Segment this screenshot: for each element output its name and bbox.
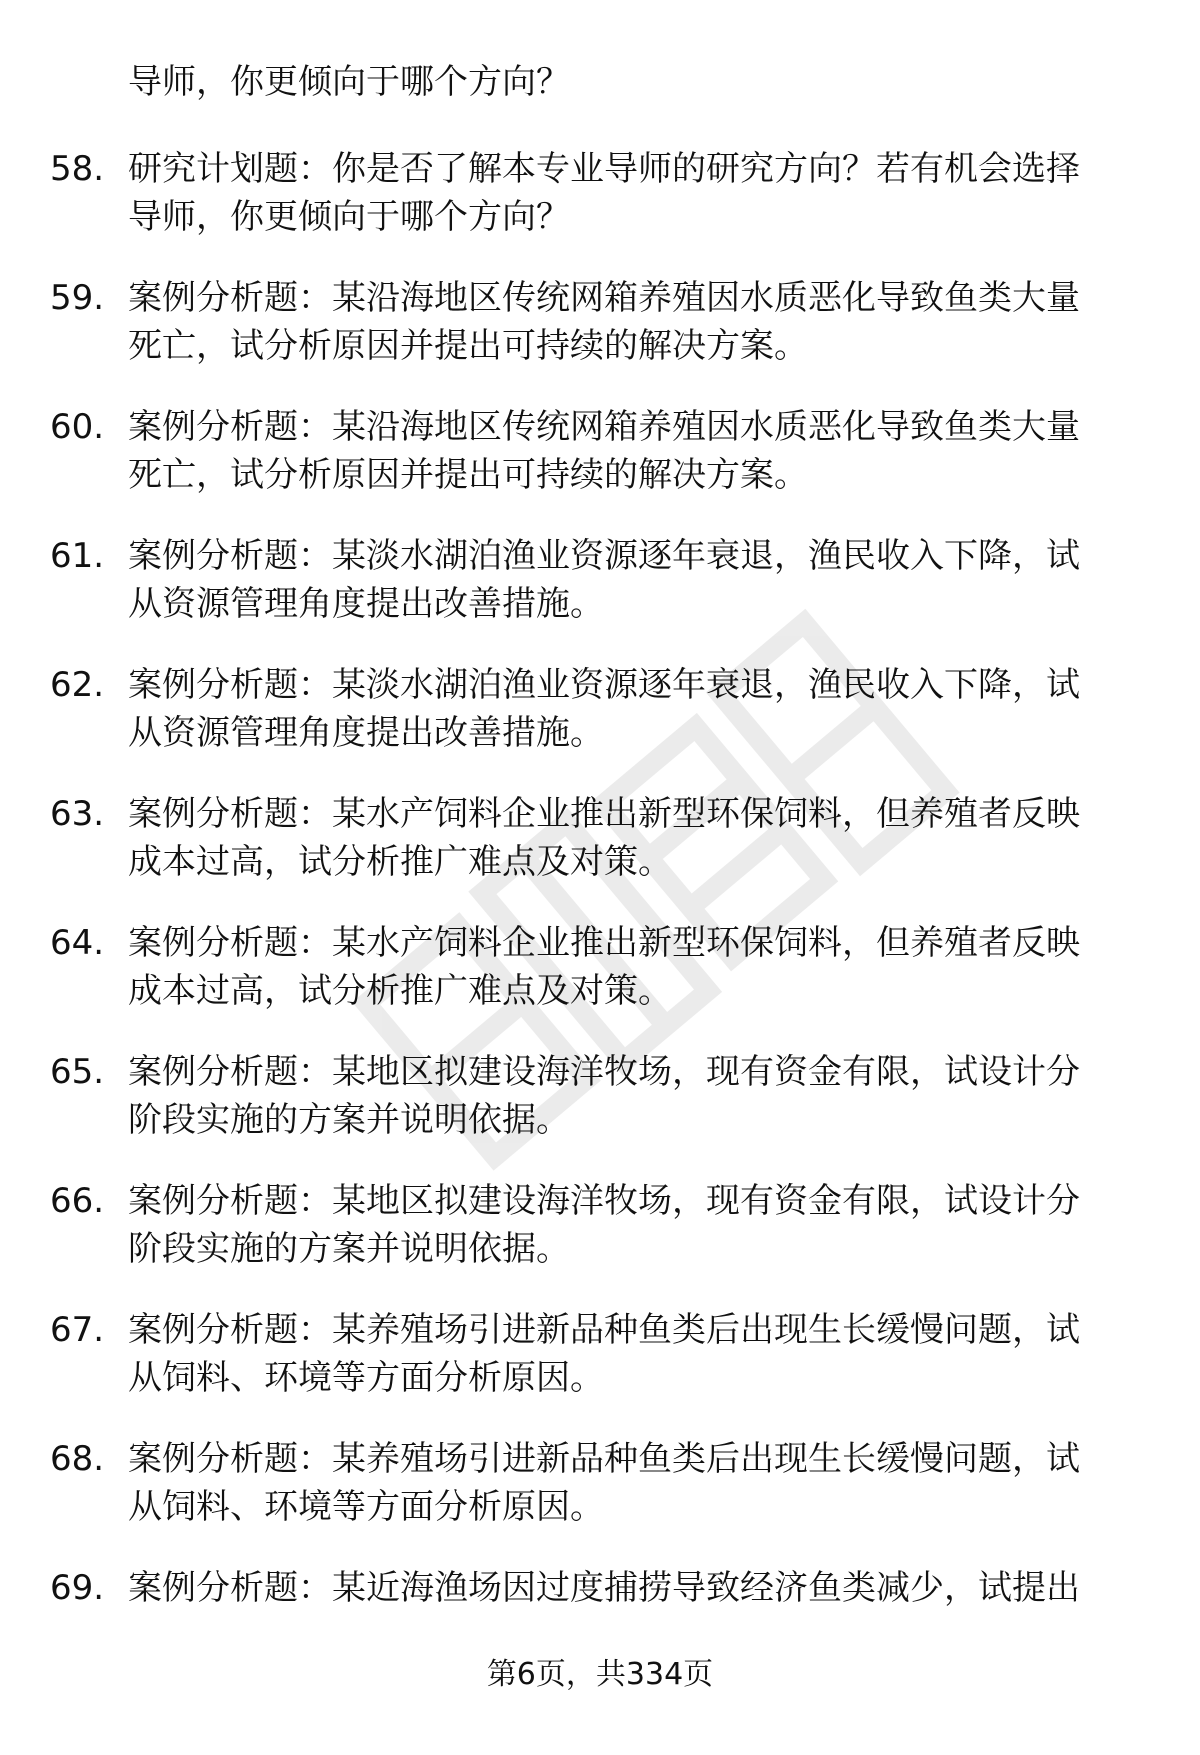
question-number: 63. bbox=[50, 794, 105, 834]
question-text bbox=[128, 532, 1138, 628]
question-item bbox=[0, 1048, 1200, 1177]
question-item bbox=[0, 403, 1200, 532]
question-text-line: 从饲料、环境等方面分析原因。 bbox=[128, 1358, 604, 1398]
question-text bbox=[128, 661, 1138, 757]
question-number: 61. bbox=[50, 536, 105, 576]
question-item bbox=[0, 661, 1200, 790]
question-number: 58. bbox=[50, 149, 105, 189]
question-number: 67. bbox=[50, 1310, 105, 1350]
question-list bbox=[0, 145, 1200, 1693]
continued-question-text: 导师，你更倾向于哪个方向？ bbox=[128, 62, 570, 102]
question-item bbox=[0, 145, 1200, 274]
question-text-line: 案例分析题：某淡水湖泊渔业资源逐年衰退，渔民收入下降，试 bbox=[128, 665, 1080, 705]
question-number: 60. bbox=[50, 407, 105, 447]
question-item bbox=[0, 274, 1200, 403]
question-text-line: 案例分析题：某近海渔场因过度捕捞导致经济鱼类减少，试提出 bbox=[128, 1568, 1080, 1608]
question-text bbox=[128, 1177, 1138, 1273]
question-text-line: 案例分析题：某养殖场引进新品种鱼类后出现生长缓慢问题，试 bbox=[128, 1439, 1080, 1479]
question-text-line: 死亡，试分析原因并提出可持续的解决方案。 bbox=[128, 455, 808, 495]
question-text-line: 成本过高，试分析推广难点及对策。 bbox=[128, 971, 672, 1011]
question-text-line: 案例分析题：某沿海地区传统网箱养殖因水质恶化导致鱼类大量 bbox=[128, 278, 1080, 318]
question-item bbox=[0, 532, 1200, 661]
question-number: 65. bbox=[50, 1052, 105, 1092]
question-text-line: 死亡，试分析原因并提出可持续的解决方案。 bbox=[128, 326, 808, 366]
question-item bbox=[0, 919, 1200, 1048]
question-text-line: 案例分析题：某水产饲料企业推出新型环保饲料，但养殖者反映 bbox=[128, 923, 1080, 963]
question-text-line: 从资源管理角度提出改善措施。 bbox=[128, 713, 604, 753]
question-text-line: 成本过高，试分析推广难点及对策。 bbox=[128, 842, 672, 882]
question-number: 66. bbox=[50, 1181, 105, 1221]
question-number: 69. bbox=[50, 1568, 105, 1608]
question-text bbox=[128, 403, 1138, 499]
question-item bbox=[0, 790, 1200, 919]
question-text-line: 案例分析题：某淡水湖泊渔业资源逐年衰退，渔民收入下降，试 bbox=[128, 536, 1080, 576]
question-text bbox=[128, 274, 1138, 370]
question-text-line: 阶段实施的方案并说明依据。 bbox=[128, 1229, 570, 1269]
question-text-line: 导师，你更倾向于哪个方向？ bbox=[128, 197, 570, 237]
question-text bbox=[128, 919, 1138, 1015]
question-text-line: 案例分析题：某地区拟建设海洋牧场，现有资金有限，试设计分 bbox=[128, 1181, 1080, 1221]
question-text-line: 案例分析题：某地区拟建设海洋牧场，现有资金有限，试设计分 bbox=[128, 1052, 1080, 1092]
question-text bbox=[128, 1435, 1138, 1531]
question-text bbox=[128, 1564, 1138, 1612]
question-item bbox=[0, 1435, 1200, 1564]
question-item bbox=[0, 1306, 1200, 1435]
question-text bbox=[128, 1048, 1138, 1144]
question-text-line: 案例分析题：某沿海地区传统网箱养殖因水质恶化导致鱼类大量 bbox=[128, 407, 1080, 447]
question-text bbox=[128, 1306, 1138, 1402]
question-text-line: 从资源管理角度提出改善措施。 bbox=[128, 584, 604, 624]
question-text bbox=[128, 790, 1138, 886]
question-text-line: 阶段实施的方案并说明依据。 bbox=[128, 1100, 570, 1140]
page-footer: 第6页，共334页 bbox=[486, 1657, 714, 1692]
question-number: 68. bbox=[50, 1439, 105, 1479]
question-text-line: 从饲料、环境等方面分析原因。 bbox=[128, 1487, 604, 1527]
question-text-line: 研究计划题：你是否了解本专业导师的研究方向？若有机会选择 bbox=[128, 149, 1080, 189]
question-item bbox=[0, 1177, 1200, 1306]
question-text bbox=[128, 145, 1138, 241]
question-number: 62. bbox=[50, 665, 105, 705]
question-number: 59. bbox=[50, 278, 105, 318]
question-text-line: 案例分析题：某养殖场引进新品种鱼类后出现生长缓慢问题，试 bbox=[128, 1310, 1080, 1350]
question-text-line: 案例分析题：某水产饲料企业推出新型环保饲料，但养殖者反映 bbox=[128, 794, 1080, 834]
question-number: 64. bbox=[50, 923, 105, 963]
